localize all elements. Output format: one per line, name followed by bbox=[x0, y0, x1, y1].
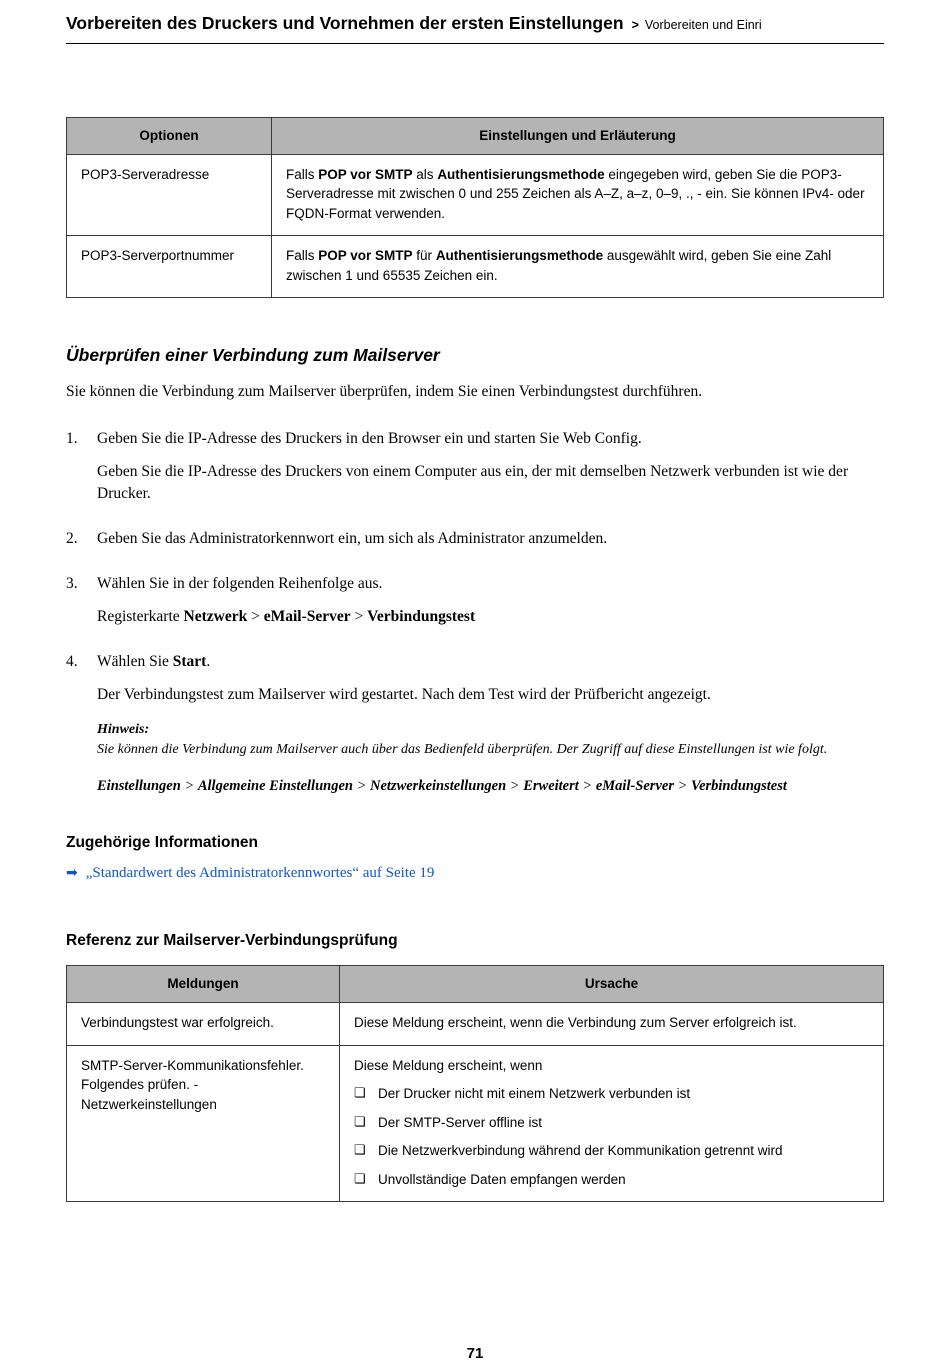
cause-intro: Diese Meldung erscheint, wenn bbox=[354, 1057, 543, 1073]
table-row bbox=[67, 1045, 884, 1202]
cause-bullet-list bbox=[354, 1084, 869, 1189]
arrow-right-icon: ➡ bbox=[66, 866, 78, 882]
message-cell: SMTP-Server-Kommunikationsfehler. Folgendes prüfen. - Netzwerkeinstellungen bbox=[67, 1045, 340, 1202]
bullet-text: Die Netzwerkverbindung während der Kommunikation getrennt wird bbox=[378, 1143, 783, 1159]
column-header-einstellungen: Einstellungen und Erläuterung bbox=[272, 118, 884, 155]
cause-cell: Diese Meldung erscheint, wenn die Verbindung zum Server erfolgreich ist. bbox=[340, 1002, 884, 1045]
list-item bbox=[354, 1170, 869, 1190]
note-label: Hinweis: bbox=[97, 722, 150, 738]
list-item bbox=[354, 1141, 869, 1161]
step-4 bbox=[66, 651, 884, 796]
table-row bbox=[67, 1002, 884, 1045]
checkbox-bullet-icon: ❏ bbox=[354, 1170, 366, 1186]
step-text: Wählen Sie Start. bbox=[97, 653, 211, 671]
option-name: POP3-Serveradresse bbox=[67, 154, 272, 236]
bullet-text: Der SMTP-Server offline ist bbox=[378, 1114, 543, 1130]
step-text: Geben Sie das Administratorkennwort ein, um sich als Administrator anzumelden. bbox=[97, 530, 608, 548]
related-link-line bbox=[66, 865, 884, 882]
step-1 bbox=[66, 428, 884, 505]
related-information-section bbox=[66, 834, 884, 882]
page-title: Vorbereiten des Druckers und Vornehmen der ersten Einstellungen bbox=[66, 13, 624, 33]
column-header-meldungen: Meldungen bbox=[67, 966, 340, 1003]
page-header bbox=[66, 0, 884, 44]
step-number: 2. bbox=[66, 530, 78, 548]
step-detail: Geben Sie die IP-Adresse des Druckers von einem Computer aus ein, der mit demselben Netzwerk verbunden ist wie der Drucker. bbox=[97, 463, 849, 503]
options-table bbox=[66, 117, 884, 298]
step-number: 1. bbox=[66, 430, 78, 448]
step-detail: Der Verbindungstest zum Mailserver wird gestartet. Nach dem Test wird der Prüfbericht angezeigt. bbox=[97, 686, 711, 704]
cause-cell bbox=[340, 1045, 884, 1202]
list-item bbox=[354, 1113, 869, 1133]
numbered-steps bbox=[66, 428, 884, 796]
step-2 bbox=[66, 528, 884, 550]
option-description: Falls POP vor SMTP als Authentisierungsmethode eingegeben wird, geben Sie die POP3-Serveradresse mit zwischen 0 und 255 Zeichen als A–Z, a–z, 0–9, ., - ein. Sie können IPv4- oder FQDN-Format verwenden. bbox=[272, 154, 884, 236]
section-heading: Überprüfen einer Verbindung zum Mailserver bbox=[66, 345, 440, 366]
checkbox-bullet-icon: ❏ bbox=[354, 1142, 366, 1158]
list-item bbox=[354, 1084, 869, 1104]
breadcrumb-separator: > bbox=[631, 18, 639, 32]
step-text: Wählen Sie in der folgenden Reihenfolge aus. bbox=[97, 575, 383, 593]
table-header-row bbox=[67, 966, 884, 1003]
note-text: Sie können die Verbindung zum Mailserver auch über das Bedienfeld überprüfen. Der Zugriff auf diese Einstellungen ist wie folgt. bbox=[97, 741, 828, 757]
settings-menu-path: Einstellungen > Allgemeine Einstellungen > Netzwerkeinstellungen > Erweitert > eMail-Server > Verbindungstest bbox=[97, 777, 787, 794]
message-cell: Verbindungstest war erfolgreich. bbox=[67, 1002, 340, 1045]
option-description: Falls POP vor SMTP für Authentisierungsmethode ausgewählt wird, geben Sie eine Zahl zwischen 1 und 65535 Zeichen ein. bbox=[272, 236, 884, 298]
table-header-row bbox=[67, 118, 884, 155]
table-row bbox=[67, 236, 884, 298]
column-header-optionen: Optionen bbox=[67, 118, 272, 155]
option-name: POP3-Serverportnummer bbox=[67, 236, 272, 298]
table-row bbox=[67, 154, 884, 236]
related-information-link[interactable]: „Standardwert des Administratorkennwortes“ auf Seite 19 bbox=[85, 865, 435, 882]
bullet-text: Unvollständige Daten empfangen werden bbox=[378, 1171, 626, 1187]
checkbox-bullet-icon: ❏ bbox=[354, 1085, 366, 1101]
checkbox-bullet-icon: ❏ bbox=[354, 1113, 366, 1129]
related-information-heading: Zugehörige Informationen bbox=[66, 834, 259, 852]
bullet-text: Der Drucker nicht mit einem Netzwerk verbunden ist bbox=[378, 1086, 691, 1102]
page-number: 71 bbox=[466, 1345, 484, 1362]
messages-table bbox=[66, 965, 884, 1202]
column-header-ursache: Ursache bbox=[340, 966, 884, 1003]
step-number: 3. bbox=[66, 575, 78, 593]
step-3 bbox=[66, 573, 884, 628]
step-text: Geben Sie die IP-Adresse des Druckers in den Browser ein und starten Sie Web Config. bbox=[97, 430, 642, 448]
section-intro: Sie können die Verbindung zum Mailserver überprüfen, indem Sie einen Verbindungstest durchführen. bbox=[66, 383, 703, 401]
breadcrumb: Vorbereiten und Einri bbox=[644, 18, 762, 32]
note-block bbox=[97, 720, 884, 796]
reference-heading: Referenz zur Mailserver-Verbindungsprüfung bbox=[66, 932, 398, 950]
step-number: 4. bbox=[66, 653, 78, 671]
step-detail: Registerkarte Netzwerk > eMail-Server > Verbindungstest bbox=[97, 608, 476, 626]
